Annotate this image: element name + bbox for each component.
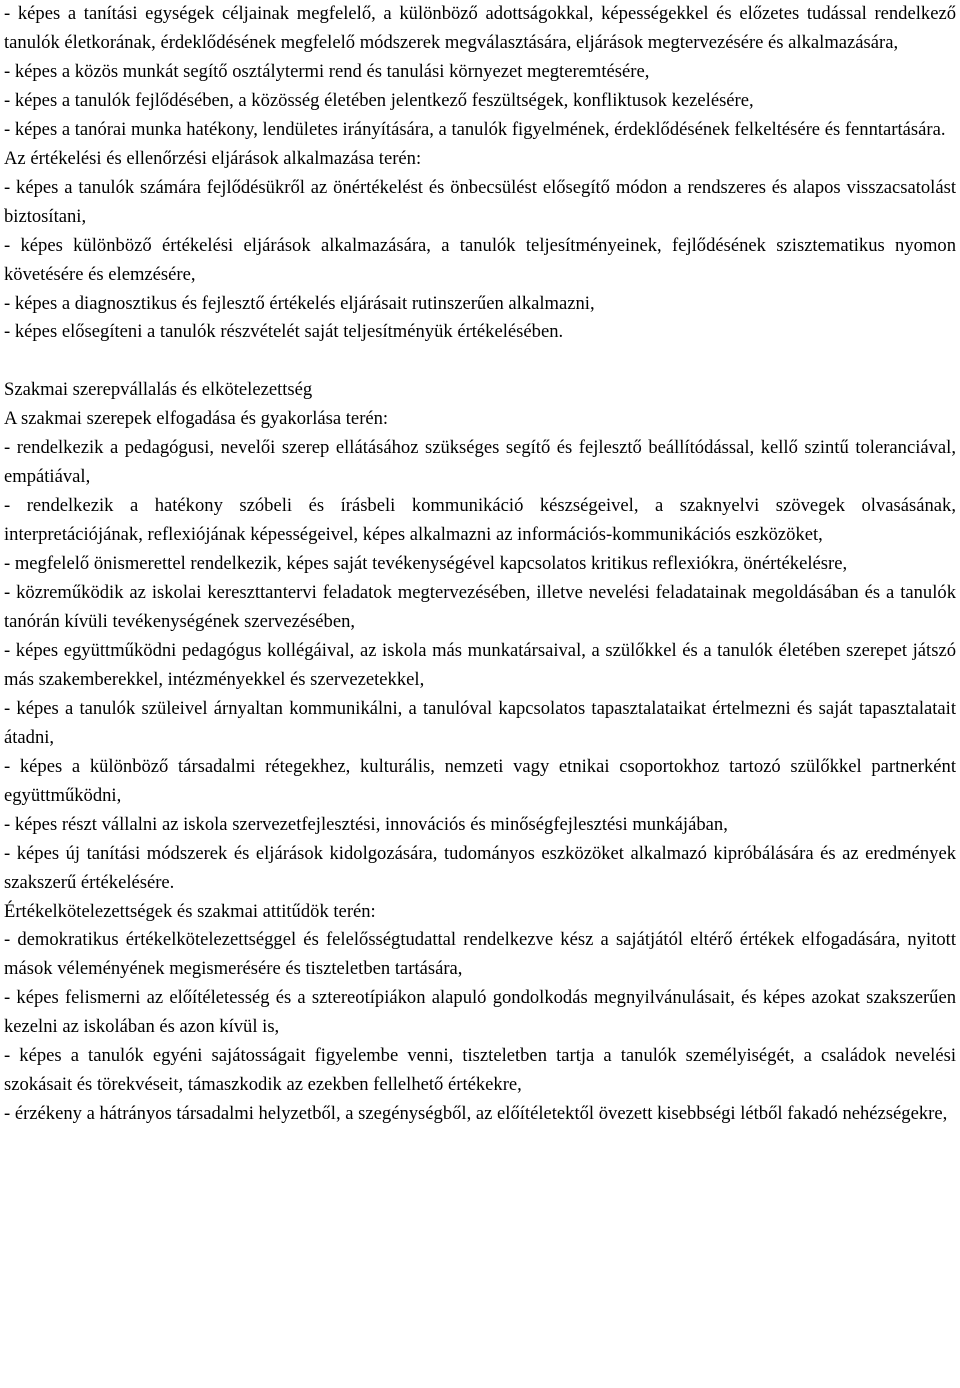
- list-item: - képes a tanulók egyéni sajátosságait figyelembe venni, tiszteletben tartja a tanulók személyiségét, a családok nevelési szokásait és törekvéseit, támaszkodik az ezekben fellelhető értékekre,: [4, 1045, 956, 1096]
- list-item: - képes együttműködni pedagógus kollégáival, az iskola más munkatársaival, a szülőkkel és a tanulók életében szerepet játszó más szakemberekkel, intézményekkel és szervezetekkel,: [4, 639, 956, 690]
- list-item: - képes a tanulók fejlődésében, a közösség életében jelentkező feszültségek, konfliktusok kezelésére,: [4, 89, 754, 111]
- list-item: - képes a tanítási egységek céljainak megfelelő, a különböző adottságokkal, képességekkel és előzetes tudással rendelkező tanulók életkorának, érdeklődésének megfelelő módszerek megválasztására, eljárások megtervezésére és alkalmazására,: [4, 3, 956, 53]
- list-item: - közreműködik az iskolai kereszttantervi feladatok megtervezésében, illetve nevelési feladatainak megoldásában és a tanulók tanórán kívüli tevékenységének szervezésében,: [4, 582, 956, 632]
- list-item: - képes a tanulók szüleivel árnyaltan kommunikálni, a tanulóval kapcsolatos tapasztalataikat értelmezni és saját tapasztalatait átadni,: [4, 697, 956, 748]
- list-item: - megfelelő önismerettel rendelkezik, képes saját tevékenységével kapcsolatos kritikus reflexiókra, önértékelésre,: [4, 553, 848, 575]
- list-item: - képes részt vállalni az iskola szervezetfejlesztési, innovációs és minőségfejlesztési munkájában,: [4, 813, 728, 835]
- list-item: - képes különböző értékelési eljárások alkalmazására, a tanulók teljesítményeinek, fejlődésének szisztematikus nyomon követésére és elemzésére,: [4, 234, 956, 285]
- list-item: - rendelkezik a pedagógusi, nevelői szerep ellátásához szükséges segítő és fejlesztő beállítódással, kellő szintű toleranciával, empátiával,: [4, 437, 956, 488]
- list-item: - rendelkezik a hatékony szóbeli és írásbeli kommunikáció készségeivel, a szaknyelvi szövegek olvasásának, interpretációjának, reflexiójának képességeivel, képes alkalmazni az információs-kommunikációs eszközöket,: [4, 495, 956, 546]
- list-item: - képes új tanítási módszerek és eljárások kidolgozására, tudományos eszközöket alkalmazó kipróbálására és az eredmények szakszerű értékelésére.: [4, 842, 956, 893]
- section-subheading: Értékelkötelezettségek és szakmai attitűdök terén:: [4, 900, 376, 922]
- list-item: - képes a közös munkát segítő osztálytermi rend és tanulási környezet megteremtésére,: [4, 60, 650, 82]
- section-heading: Szakmai szerepvállalás és elkötelezettség: [4, 379, 313, 401]
- list-item: - érzékeny a hátrányos társadalmi helyzetből, a szegénységből, az előítéletektől övezett kisebbségi létből fakadó nehézségekre,: [4, 1103, 948, 1125]
- list-item: - képes a diagnosztikus és fejlesztő értékelés eljárásait rutinszerűen alkalmazni,: [4, 292, 595, 314]
- section-subheading: A szakmai szerepek elfogadása és gyakorlása terén:: [4, 408, 389, 430]
- list-item: - képes a tanórai munka hatékony, lendületes irányítására, a tanulók figyelmének, érdeklődésének felkeltésére és fenntartására.: [4, 118, 946, 140]
- paragraph-gap: [4, 347, 956, 376]
- list-item: - demokratikus értékelkötelezettséggel és felelősségtudattal rendelkezve kész a sajátjától eltérő értékek elfogadására, nyitott mások véleményének megismerésére és tiszteletben tartására,: [4, 929, 956, 980]
- list-item: - képes a tanulók számára fejlődésükről az önértékelést és önbecsülést elősegítő módon a rendszeres és alapos visszacsatolást biztosítani,: [4, 176, 956, 227]
- list-item: - képes felismerni az előítéletesség és a sztereotípiákon alapuló gondolkodás megnyilvánulásait, és képes azokat szakszerűen kezelni az iskolában és azon kívül is,: [4, 987, 956, 1038]
- list-item: - képes elősegíteni a tanulók részvételét saját teljesítményük értékelésében.: [4, 321, 564, 343]
- section-subheading: Az értékelési és ellenőrzési eljárások alkalmazása terén:: [4, 147, 422, 169]
- list-item: - képes a különböző társadalmi rétegekhez, kulturális, nemzeti vagy etnikai csoportokhoz tartozó szülőkkel partnerként együttműködni,: [4, 755, 956, 806]
